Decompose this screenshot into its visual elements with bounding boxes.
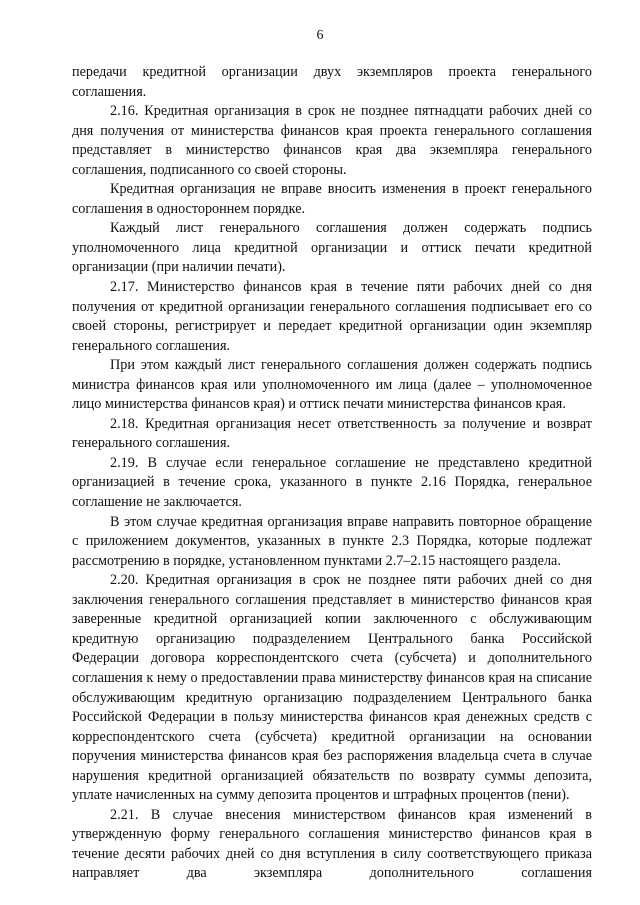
page-number: 6 [316,28,324,43]
paragraph-2-19-repeat: В этом случае кредитная организация вправе направить повторное обращение с приложением документов, указанных в пункте 2.3 Порядка, которые подлежат рассмотрению в порядке, установленном пунктами 2.7–2.15 настоящего раздела. [72,513,592,569]
paragraph-2-16-restriction: Кредитная организация не вправе вносить изменения в проект генерального соглашения в одностороннем порядке. [72,181,592,217]
paragraph-2-20: 2.20. Кредитная организация в срок не позднее пяти рабочих дней со дня заключения генерального соглашения представляет в министерство финансов края заверенные кредитной организацией копии заключенного с обслуживающим кредитную организацию подразделением Центрального банка Российской Федерации договора корреспондентского счета (субсчета) и дополнительного соглашения к нему о предоставлении права министерству финансов края на списание обслуживающим кредитную организацию подразделением Центрального банка Российской Федерации в пользу министерства финансов края денежных средств с корреспондентского счета (субсчета) кредитной организации на основании поручения министерства финансов края без распоряжения владельца счета в случае нарушения кредитной организацией обязательств по возврату суммы депозита, уплате начисленных на сумму депозита процентов и штрафных процентов (пени). [72,572,592,804]
paragraph-continuation: передачи кредитной организации двух экземпляров проекта генерального соглашения. [72,64,592,100]
paragraph-2-16-signature: Каждый лист генерального соглашения должен содержать подпись уполномоченного лица кредитной организации и оттиск печати кредитной организации (при наличии печати). [72,220,592,276]
paragraph-2-16: 2.16. Кредитная организация в срок не позднее пятнадцати рабочих дней со дня получения от министерства финансов края проекта генерального соглашения представляет в министерство финансов края два экземпляра генерального соглашения, подписанного со своей стороны. [72,103,592,178]
paragraph-2-17: 2.17. Министерство финансов края в течение пяти рабочих дней со дня получения от кредитной организации генерального соглашения подписывает его со своей стороны, регистрирует и передает кредитной организации один экземпляр генерального соглашения. [72,279,592,354]
paragraph-2-19: 2.19. В случае если генеральное соглашение не представлено кредитной организацией в течение срока, указанного в пункте 2.16 Порядка, генеральное соглашение не заключается. [72,454,592,511]
paragraph-2-18: 2.18. Кредитная организация несет ответственность за получение и возврат генерального соглашения. [72,415,592,452]
paragraph-2-17-signature: При этом каждый лист генерального соглашения должен содержать подпись министра финансов края или уполномоченного им лица (далее – уполномоченное лицо министерства финансов края) и оттиск печати министерства финансов края. [72,357,592,413]
document-body [72,63,592,884]
paragraph-2-21: 2.21. В случае внесения министерством финансов края изменений в утвержденную форму генерального соглашения министерство финансов края в течение десяти рабочих дней со дня вступления в силу соответствующего приказа направляет два экземпляра дополнительного соглашения [72,806,592,882]
